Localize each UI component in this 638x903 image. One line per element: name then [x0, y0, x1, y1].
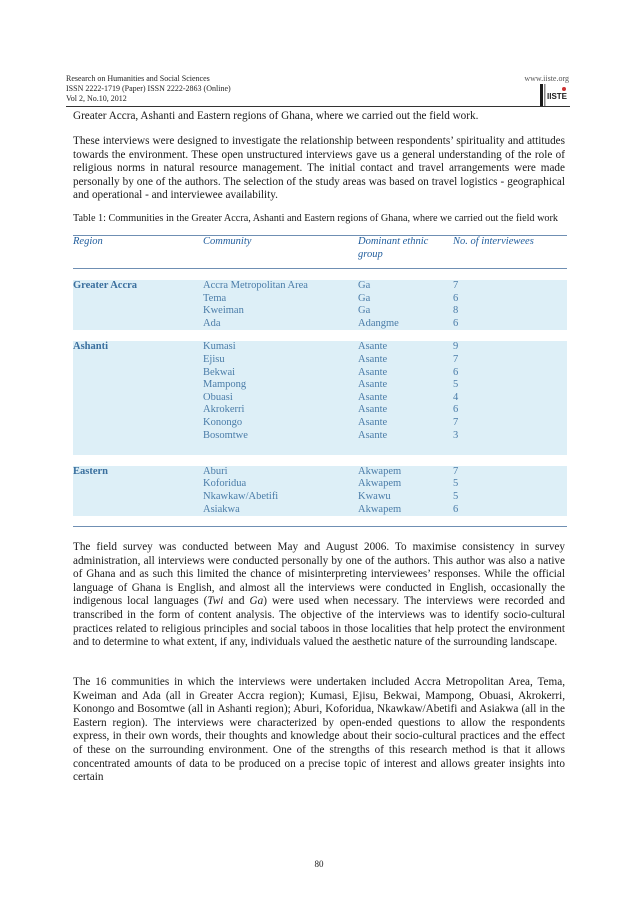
intro-line: Greater Accra, Ashanti and Eastern regions of Ghana, where we carried out the field work.	[73, 110, 479, 122]
table-row-greater-accra	[73, 280, 567, 330]
community-cell: Kumasi Ejisu Bekwai Mampong Obuasi Akrokerri Konongo Bosomtwe	[203, 341, 358, 454]
paragraph-1: These interviews were designed to investigate the relationship between respondents’ spirituality and attitudes towards the environment. These open unstructured interviews gave us a general understanding of the role of religious norms in natural resource management. The initial contact and travel arrangements were made personally by one of the authors. The selection of the study areas was based on travel logistics - geographical and operational - and interviewee availability.	[73, 135, 565, 202]
journal-url[interactable]: www.iiste.org	[524, 74, 569, 83]
language-ga: Ga	[249, 595, 264, 608]
community-cell: Aburi Koforidua Nkawkaw/Abetifi Asiakwa	[203, 466, 358, 516]
ethnic-cell: Asante Asante Asante Asante Asante Asante Asante Asante	[358, 341, 453, 454]
table-caption: Table 1: Communities in the Greater Accra, Ashanti and Eastern regions of Ghana, where we carried out the field work	[73, 213, 559, 224]
logo-text: IISTE	[547, 92, 568, 101]
paragraph-3: The 16 communities in which the interviews were undertaken included Accra Metropolitan Area, Tema, Kweiman and Ada (all in Greater Accra region); Kumasi, Ejisu, Bekwai, Mampong, Obuasi, Akrokerri, Konongo and Bosomtwe (all in Ashanti region); Aburi, Koforidua, Nkawkaw/Abetifi and Asiakwa (all in the Eastern region). The interviews were characterized by open-ended questions to allow the respondents express, in their own words, their thoughts and knowledge about their socio-cultural practices and the effect of these on the surrounding environment. One of the strengths of this research method is that it allows concentrated amounts of data to be produced on a precise topic of interest and allows greater insights into certain	[73, 676, 565, 784]
ethnic-cell: Ga Ga Ga Adangme	[358, 280, 453, 330]
header-ethnic-group: Dominant ethnic group	[358, 236, 453, 269]
count-cell: 7 5 5 6	[453, 466, 567, 516]
paragraph-2: The field survey was conducted between May and August 2006. To maximise consistency in survey administration, all interviews were conducted personally by one of the authors. This author was also a native of Ghana and as such this limited the chance of misinterpreting interviewees’ responses. While the official language of Ghana is English, and almost all the interviews were conducted in English, occasionally the indigenous local languages (Twi and Ga) were used when necessary. The interviews were recorded and transcribed in the form of content analysis. The objective of the interviews was to identify socio-cultural practices related to religious principles and social taboos in those localities that help protect the environment and to determine to what extent, if any, individuals valued the aesthetic nature of the surrounding landscape.	[73, 541, 565, 649]
header-rule	[66, 106, 570, 107]
region-cell: Eastern	[73, 466, 203, 516]
issn-line: ISSN 2222-1719 (Paper) ISSN 2222-2863 (Online)	[66, 84, 231, 93]
region-cell: Greater Accra	[73, 280, 203, 330]
count-cell: 9 7 6 5 4 6 7 3	[453, 341, 567, 454]
count-cell: 7 6 8 6	[453, 280, 567, 330]
table-row-ashanti	[73, 341, 567, 454]
communities-table	[73, 235, 567, 527]
page-number: 80	[314, 859, 324, 869]
language-twi: Twi	[207, 595, 224, 608]
volume-line: Vol 2, No.10, 2012	[66, 94, 127, 103]
header-interviewees: No. of interviewees	[453, 236, 567, 269]
table-header-row	[73, 236, 567, 269]
journal-name: Research on Humanities and Social Sciences	[66, 74, 210, 83]
community-cell: Accra Metropolitan Area Tema Kweiman Ada	[203, 280, 358, 330]
ethnic-cell: Akwapem Akwapem Kwawu Akwapem	[358, 466, 453, 516]
region-cell: Ashanti	[73, 341, 203, 454]
table-row-eastern	[73, 466, 567, 516]
iiste-logo-icon	[540, 84, 568, 106]
header-region: Region	[73, 236, 203, 269]
header-community: Community	[203, 236, 358, 269]
